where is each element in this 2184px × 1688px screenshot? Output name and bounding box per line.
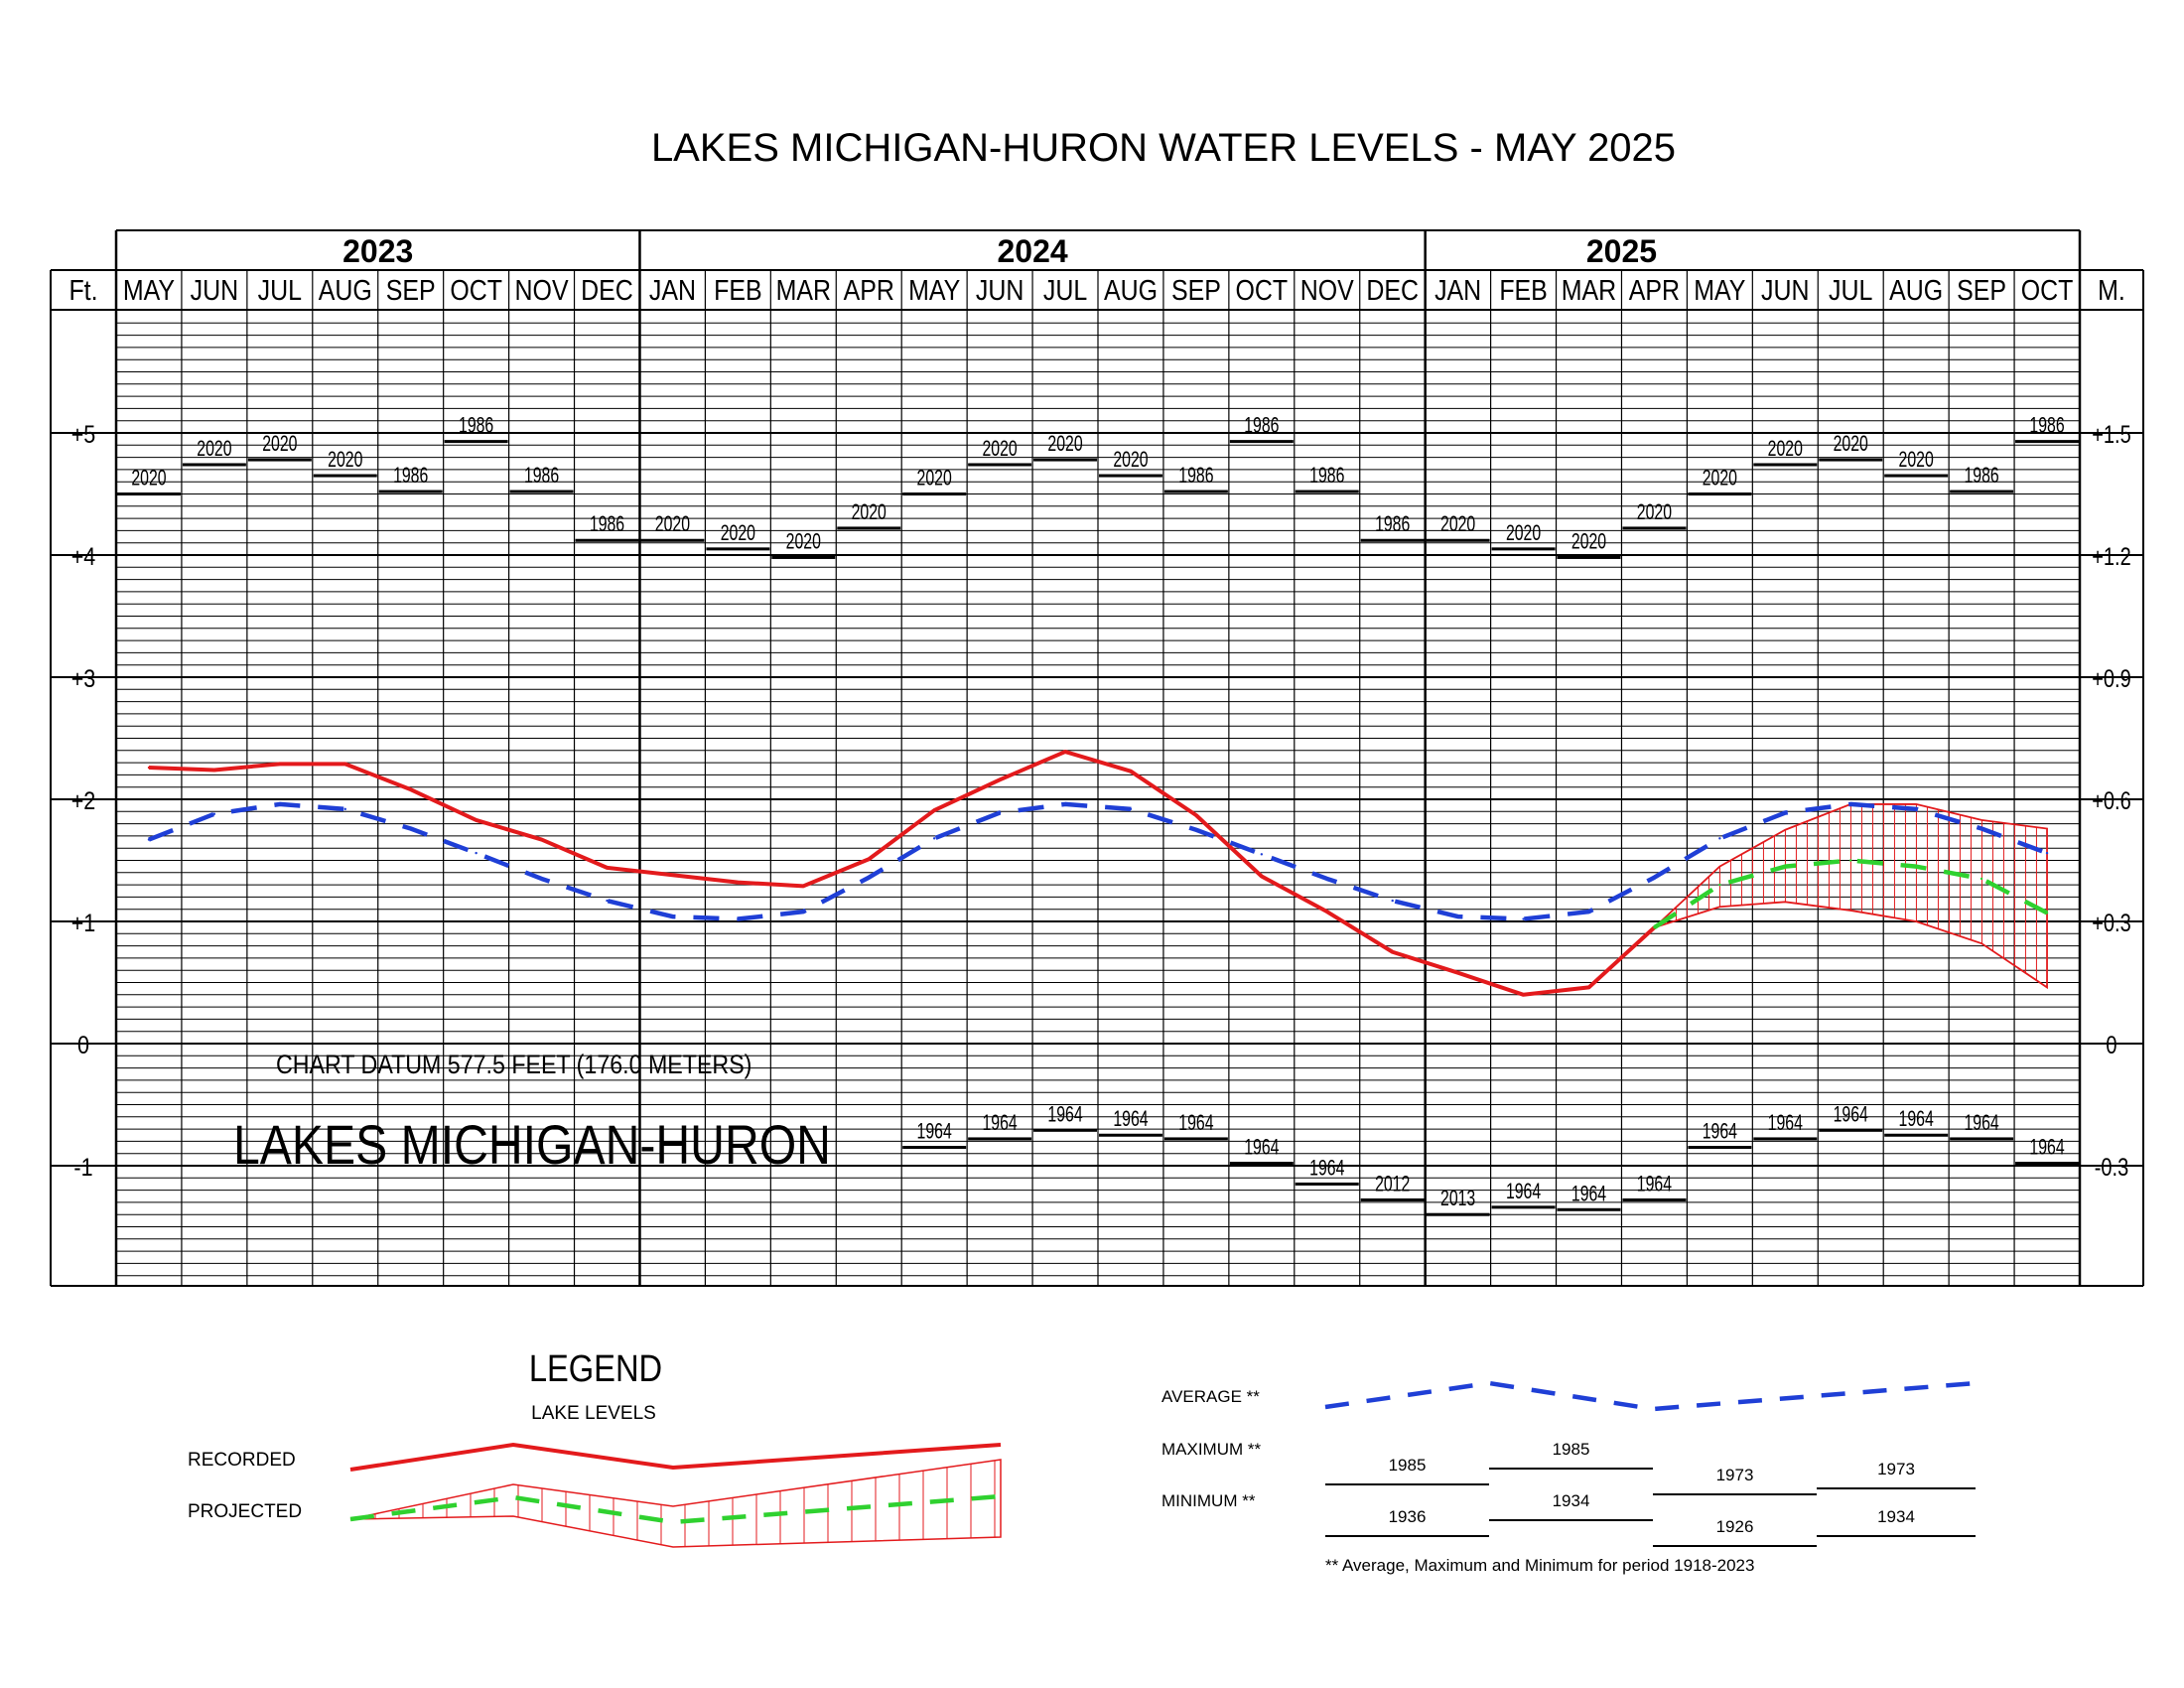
legend-projected-sample (350, 1496, 1001, 1522)
right-axis-unit: M. (2098, 274, 2125, 307)
series-recorded-point (737, 881, 739, 883)
maximum-marker (117, 492, 181, 495)
maximum-marker (1558, 556, 1621, 559)
minimum-year-label: 1964 (982, 1111, 1018, 1136)
maximum-year-label: 2020 (1767, 437, 1803, 462)
maximum-marker (1099, 475, 1162, 478)
lake-name-label: LAKES MICHIGAN-HURON (232, 1114, 831, 1177)
series-projected-point (1849, 859, 1851, 861)
month-label: OCT (450, 274, 502, 307)
series-average-point (410, 827, 412, 829)
minimum-marker (1950, 1137, 2013, 1140)
minimum-marker (1427, 1213, 1490, 1216)
maximum-year-label: 1986 (459, 414, 494, 439)
legend-minimum-label: MINIMUM ** (1161, 1491, 1256, 1510)
series-average-point (1522, 917, 1524, 919)
maximum-year-label: 2020 (785, 530, 821, 555)
series-recorded-point (1195, 814, 1197, 816)
month-label: MAR (775, 274, 831, 307)
month-label: JUN (975, 274, 1024, 307)
maximum-year-label: 2020 (1898, 448, 1934, 473)
minimum-marker (1688, 1146, 1751, 1149)
series-recorded-point (1130, 771, 1132, 773)
maximum-marker (1688, 492, 1751, 495)
maximum-year-label: 1986 (2029, 414, 2065, 439)
series-projected-point (1784, 865, 1786, 867)
maximum-marker (1492, 547, 1556, 550)
m-tick-label: +0.6 (2092, 786, 2131, 815)
series-recorded-point (1587, 986, 1589, 988)
series-average-point (606, 900, 608, 902)
ft-tick-label: +1 (70, 909, 96, 937)
series-projected-point (1653, 926, 1655, 928)
minimum-marker (1622, 1198, 1686, 1201)
month-label: APR (843, 274, 894, 307)
ft-tick-label: +4 (70, 542, 96, 571)
legend-recorded-sample (350, 1445, 1001, 1470)
legend-subtitle: LAKE LEVELS (531, 1403, 656, 1424)
maximum-year-label: 2020 (131, 467, 167, 492)
series-average-point (1849, 803, 1851, 805)
maximum-marker (510, 491, 574, 493)
series-recorded-point (148, 767, 150, 769)
series-recorded-point (410, 788, 412, 790)
maximum-marker (1622, 526, 1686, 529)
legend-minimum-year: 1936 (1388, 1507, 1427, 1526)
maximum-marker (1296, 491, 1359, 493)
minimum-marker (1033, 1129, 1097, 1132)
legend-minimum-year: 1926 (1715, 1517, 1754, 1536)
series-projected-point (2046, 912, 2048, 914)
series-recorded-point (1456, 971, 1458, 973)
maximum-marker (1164, 491, 1228, 493)
minimum-marker (1164, 1137, 1228, 1140)
ft-tick-label: +3 (70, 664, 96, 693)
maximum-marker (1819, 459, 1882, 462)
legend-average-label: AVERAGE ** (1161, 1387, 1260, 1406)
series-projected-point (1718, 884, 1720, 886)
series-average-point (213, 813, 215, 815)
minimum-year-label: 1964 (1113, 1107, 1149, 1132)
maximum-marker (1884, 475, 1948, 478)
legend-recorded-label: RECORDED (188, 1450, 296, 1471)
legend-minimum-year: 1934 (1552, 1491, 1590, 1510)
maximum-year-label: 2020 (851, 500, 887, 525)
legend-maximum-year: 1985 (1388, 1456, 1427, 1475)
maximum-marker (1230, 440, 1294, 443)
month-label: JUN (190, 274, 239, 307)
minimum-year-label: 1964 (1309, 1157, 1345, 1182)
month-label: JAN (648, 274, 696, 307)
series-projected-point (1980, 878, 1982, 880)
maximum-year-label: 2020 (982, 437, 1018, 462)
minimum-year-label: 2012 (1375, 1173, 1411, 1197)
series-recorded-point (344, 763, 346, 765)
minimum-year-label: 1964 (1636, 1173, 1673, 1197)
minimum-year-label: 1964 (1964, 1111, 1999, 1136)
series-average-point (1326, 878, 1328, 880)
legend-average-sample (1325, 1383, 1976, 1409)
legend (188, 1347, 1976, 1575)
minimum-marker (1099, 1134, 1162, 1137)
series-average-point (279, 803, 281, 805)
series-average-point (540, 878, 542, 880)
month-label: FEB (714, 274, 762, 307)
m-tick-label: +0.9 (2092, 664, 2131, 693)
maximum-marker (576, 539, 639, 542)
series-average-point (1130, 808, 1132, 810)
chart-datum-note: CHART DATUM 577.5 FEET (176.0 METERS) (275, 1050, 752, 1080)
month-label: JUN (1761, 274, 1810, 307)
series-recorded-point (933, 809, 935, 811)
year-label: 2023 (342, 233, 414, 269)
month-label: SEP (1957, 274, 2007, 307)
series-average-point (475, 852, 477, 854)
left-axis-unit: Ft. (68, 274, 98, 307)
maximum-marker (1427, 539, 1490, 542)
chart-title: LAKES MICHIGAN-HURON WATER LEVELS - MAY 2025 (650, 126, 1677, 170)
maximum-marker (183, 463, 246, 466)
series-average-point (148, 838, 150, 840)
minimum-marker (1558, 1208, 1621, 1211)
series-recorded-point (475, 819, 477, 821)
maximum-marker (379, 491, 443, 493)
series-recorded-point (1522, 994, 1524, 996)
minimum-marker (1361, 1198, 1425, 1201)
series-recorded-point (1326, 911, 1328, 913)
maximum-marker (968, 463, 1031, 466)
series-average-point (1587, 911, 1589, 913)
series-recorded-point (1261, 875, 1263, 877)
minimum-marker (968, 1137, 1031, 1140)
m-tick-label: 0 (2106, 1031, 2117, 1059)
minimum-year-label: 1964 (1570, 1182, 1607, 1207)
month-label: MAY (908, 274, 961, 307)
minimum-marker (1492, 1205, 1556, 1208)
series-average-point (1980, 827, 1982, 829)
series-recorded-point (213, 769, 215, 771)
series-recorded-point (868, 858, 870, 860)
series-recorded-point (1392, 951, 1394, 953)
maximum-year-label: 2020 (1833, 432, 1868, 457)
maximum-year-label: 2020 (720, 521, 755, 546)
series-average-point (802, 911, 804, 913)
minimum-marker (902, 1146, 966, 1149)
legend-minimum-year: 1934 (1877, 1507, 1915, 1526)
series-average-point (2046, 852, 2048, 854)
series-average-point (344, 808, 346, 810)
ft-tick-label: +5 (70, 420, 96, 449)
series-recorded-point (540, 838, 542, 840)
minimum-marker (1230, 1162, 1294, 1165)
maximum-year-label: 2020 (1113, 448, 1149, 473)
maximum-marker (771, 556, 835, 559)
maximum-marker (1950, 491, 2013, 493)
m-tick-label: +0.3 (2092, 909, 2131, 937)
maximum-marker (2015, 440, 2079, 443)
maximum-marker (1033, 459, 1097, 462)
month-label: OCT (2020, 274, 2074, 307)
series-average-point (933, 837, 935, 839)
month-label: DEC (581, 274, 633, 307)
month-label: APR (1628, 274, 1681, 307)
minimum-marker (1753, 1137, 1817, 1140)
maximum-year-label: 1986 (1964, 464, 1999, 489)
month-label: NOV (1299, 274, 1354, 307)
minimum-year-label: 1964 (1505, 1180, 1542, 1204)
minimum-year-label: 1964 (1898, 1107, 1934, 1132)
year-label: 2024 (997, 233, 1068, 269)
month-label: SEP (385, 274, 436, 307)
maximum-marker (837, 526, 900, 529)
minimum-year-label: 1964 (916, 1120, 952, 1145)
m-tick-label: +1.5 (2092, 420, 2131, 449)
legend-maximum-year: 1973 (1715, 1466, 1754, 1484)
maximum-year-label: 2020 (197, 437, 232, 462)
month-label: FEB (1499, 274, 1548, 307)
minimum-year-label: 2013 (1440, 1187, 1476, 1211)
minimum-year-label: 1964 (1047, 1102, 1083, 1128)
minimum-year-label: 1964 (1702, 1120, 1737, 1145)
maximum-year-label: 1986 (1309, 464, 1345, 489)
maximum-year-label: 2020 (654, 512, 691, 537)
month-label: MAY (1694, 274, 1746, 307)
minimum-year-label: 1964 (1767, 1111, 1803, 1136)
legend-title: LEGEND (528, 1346, 663, 1390)
maximum-marker (1753, 463, 1817, 466)
maximum-year-label: 2020 (916, 467, 952, 492)
m-tick-label: +1.2 (2092, 542, 2131, 571)
legend-footnote: ** Average, Maximum and Minimum for period 1918-2023 (1325, 1556, 1755, 1575)
minimum-marker (1819, 1129, 1882, 1132)
maximum-marker (314, 475, 377, 478)
month-label: MAR (1561, 274, 1617, 307)
series-recorded-point (999, 778, 1001, 780)
series-recorded-point (1064, 751, 1066, 753)
legend-maximum-label: MAXIMUM ** (1161, 1440, 1262, 1459)
series-average-point (671, 915, 673, 917)
maximum-year-label: 2020 (1570, 530, 1607, 555)
maximum-marker (902, 492, 966, 495)
maximum-year-label: 1986 (589, 512, 625, 537)
month-label: MAY (122, 274, 176, 307)
minimum-marker (1296, 1183, 1359, 1186)
ft-tick-label: +2 (70, 786, 96, 815)
minimum-marker (2015, 1162, 2079, 1165)
maximum-marker (248, 459, 312, 462)
maximum-year-label: 2020 (1505, 521, 1542, 546)
maximum-marker (1361, 539, 1425, 542)
series-recorded-point (606, 867, 608, 869)
month-label: AUG (1889, 274, 1944, 307)
series-average-point (1392, 900, 1394, 902)
legend-projected-label: PROJECTED (188, 1501, 303, 1522)
series-average-point (1195, 829, 1197, 831)
minimum-year-label: 1964 (1178, 1111, 1214, 1136)
series-average-point (1653, 877, 1655, 879)
month-label: DEC (1366, 274, 1420, 307)
month-label: JUL (1042, 274, 1088, 307)
legend-maximum-year: 1973 (1877, 1460, 1915, 1478)
month-label: JUL (1829, 274, 1873, 307)
maximum-year-label: 1986 (393, 464, 429, 489)
series-average-point (1261, 853, 1263, 855)
series-projected-point (1915, 865, 1917, 867)
series-recorded-point (671, 874, 673, 876)
maximum-year-label: 1986 (1375, 512, 1411, 537)
maximum-marker (640, 539, 704, 542)
series-average-point (1064, 803, 1066, 805)
series-recorded-point (279, 763, 281, 765)
legend-maximum-year: 1985 (1552, 1440, 1590, 1459)
year-label: 2025 (1585, 233, 1658, 269)
ft-tick-label: -1 (73, 1153, 93, 1182)
month-label: SEP (1170, 274, 1221, 307)
month-label: JAN (1434, 274, 1482, 307)
month-label: AUG (318, 274, 372, 307)
minimum-year-label: 1964 (2029, 1136, 2065, 1161)
minimum-marker (1884, 1134, 1948, 1137)
ft-tick-label: 0 (77, 1031, 89, 1059)
series-average-point (1456, 915, 1458, 917)
maximum-marker (445, 440, 508, 443)
maximum-year-label: 1986 (1244, 414, 1280, 439)
maximum-year-label: 2020 (262, 432, 298, 457)
series-average-point (1718, 837, 1720, 839)
maximum-year-label: 1986 (523, 464, 560, 489)
month-label: NOV (514, 274, 569, 307)
series-average-point (868, 877, 870, 879)
maximum-marker (706, 547, 769, 550)
maximum-year-label: 2020 (1047, 432, 1083, 457)
maximum-year-label: 2020 (1636, 500, 1673, 525)
series-average-point (737, 917, 739, 919)
m-tick-label: -0.3 (2094, 1153, 2129, 1182)
month-label: JUL (257, 274, 303, 307)
series-average-point (999, 811, 1001, 813)
minimum-year-label: 1964 (1244, 1136, 1280, 1161)
month-label: AUG (1103, 274, 1158, 307)
series-average-point (1915, 808, 1917, 810)
maximum-year-label: 2020 (328, 448, 363, 473)
maximum-year-label: 2020 (1440, 512, 1476, 537)
maximum-year-label: 2020 (1702, 467, 1737, 492)
series-average-point (1784, 811, 1786, 813)
minimum-year-label: 1964 (1833, 1102, 1868, 1128)
series-recorded-point (802, 885, 804, 887)
maximum-year-label: 1986 (1178, 464, 1214, 489)
month-label: OCT (1235, 274, 1289, 307)
